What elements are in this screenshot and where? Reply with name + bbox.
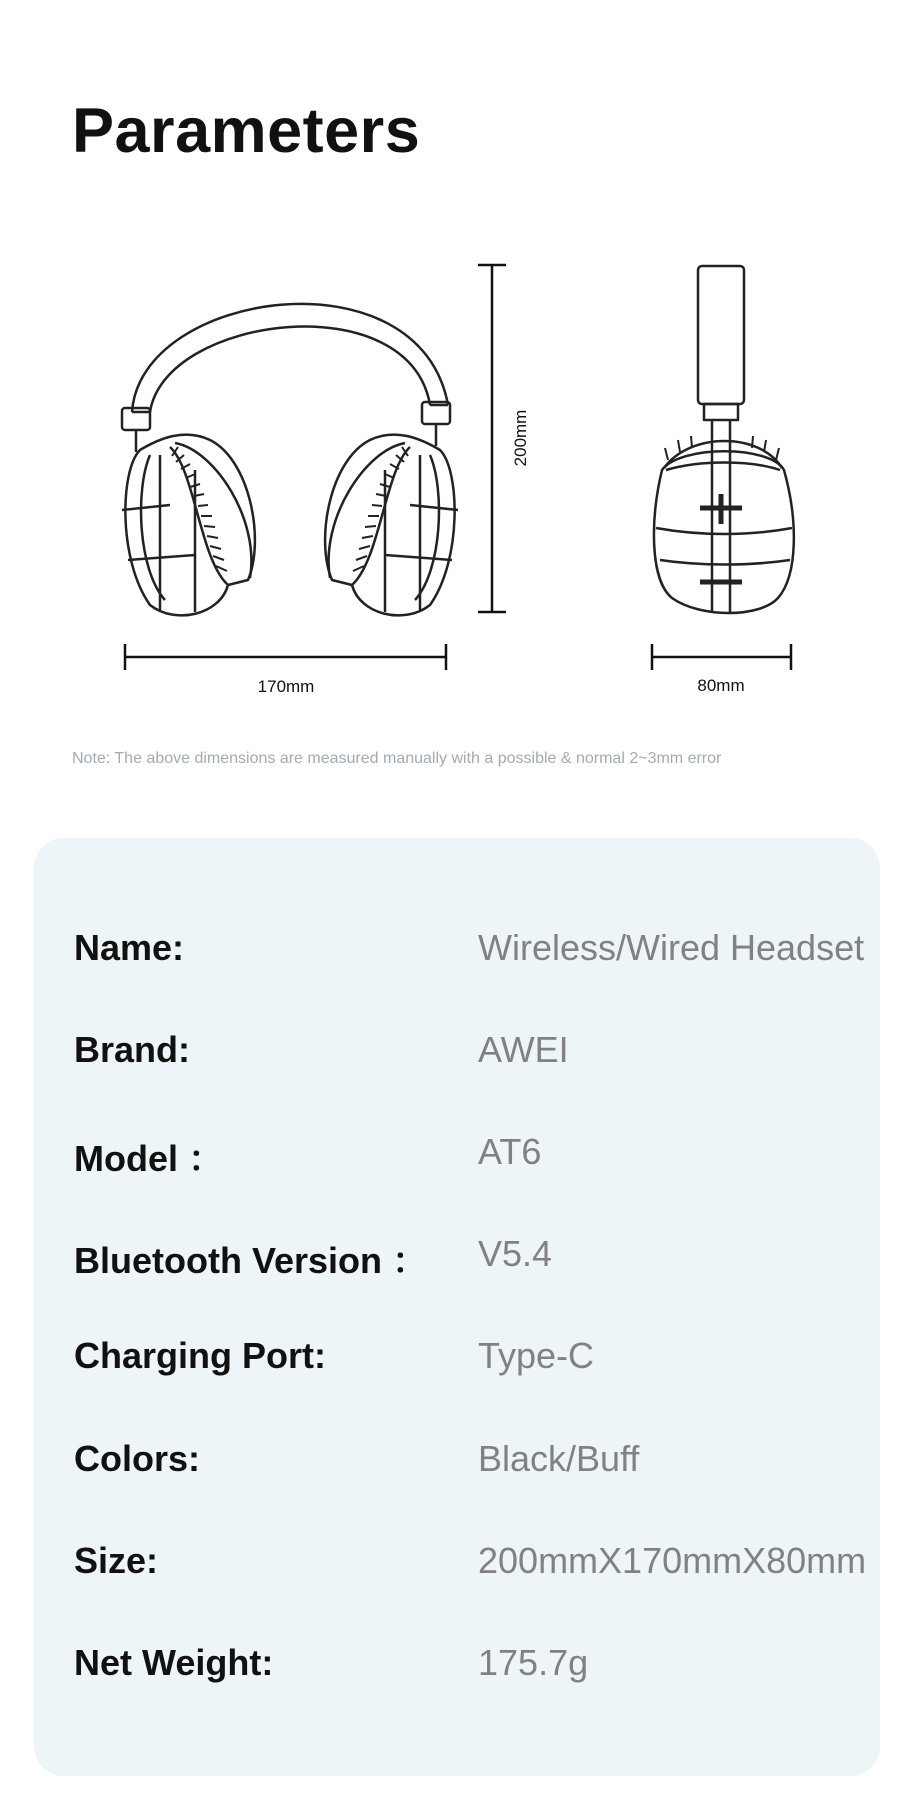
spec-row-bluetooth-version <box>74 1233 874 1293</box>
spec-row-colors <box>74 1438 874 1498</box>
spec-label: Colors: <box>74 1438 200 1479</box>
spec-row-net-weight <box>74 1642 874 1702</box>
spec-row-name <box>74 927 874 987</box>
spec-row-charging-port <box>74 1335 874 1395</box>
measurement-note: Note: The above dimensions are measured manually with a possible & normal 2~3mm error <box>72 750 722 767</box>
width-dimension-line <box>125 644 446 670</box>
page-title: Parameters <box>72 96 421 166</box>
spec-value: 200mmX170mmX80mm <box>478 1540 867 1581</box>
spec-label: Charging Port: <box>74 1335 326 1376</box>
spec-value: AT6 <box>478 1131 542 1172</box>
spec-value: 175.7g <box>478 1642 589 1683</box>
spec-value: Black/Buff <box>478 1438 640 1479</box>
height-dimension-line <box>478 265 506 612</box>
width-dimension-label: 170mm <box>257 677 315 696</box>
depth-dimension-label: 80mm <box>697 676 745 695</box>
depth-dimension-line <box>652 644 791 670</box>
spec-label: Bluetooth Version ： <box>74 1240 429 1281</box>
spec-row-brand <box>74 1029 874 1089</box>
front-view-headphones-icon <box>122 304 458 616</box>
spec-label: Model ： <box>74 1138 224 1179</box>
spec-value: V5.4 <box>478 1233 553 1274</box>
spec-value: Wireless/Wired Headset <box>478 927 865 968</box>
spec-label: Net Weight: <box>74 1642 274 1683</box>
height-dimension-label: 200mm <box>511 409 530 467</box>
spec-value: Type-C <box>478 1335 595 1376</box>
side-view-headphone-icon <box>654 266 794 613</box>
spec-row-model <box>74 1131 874 1191</box>
spec-label: Size: <box>74 1540 159 1581</box>
spec-row-size <box>74 1540 874 1600</box>
headphone-dimension-diagram <box>0 250 914 710</box>
spec-label: Brand: <box>74 1029 190 1070</box>
specifications-panel <box>34 838 880 1776</box>
spec-label: Name: <box>74 927 185 968</box>
spec-value: AWEI <box>478 1029 569 1070</box>
